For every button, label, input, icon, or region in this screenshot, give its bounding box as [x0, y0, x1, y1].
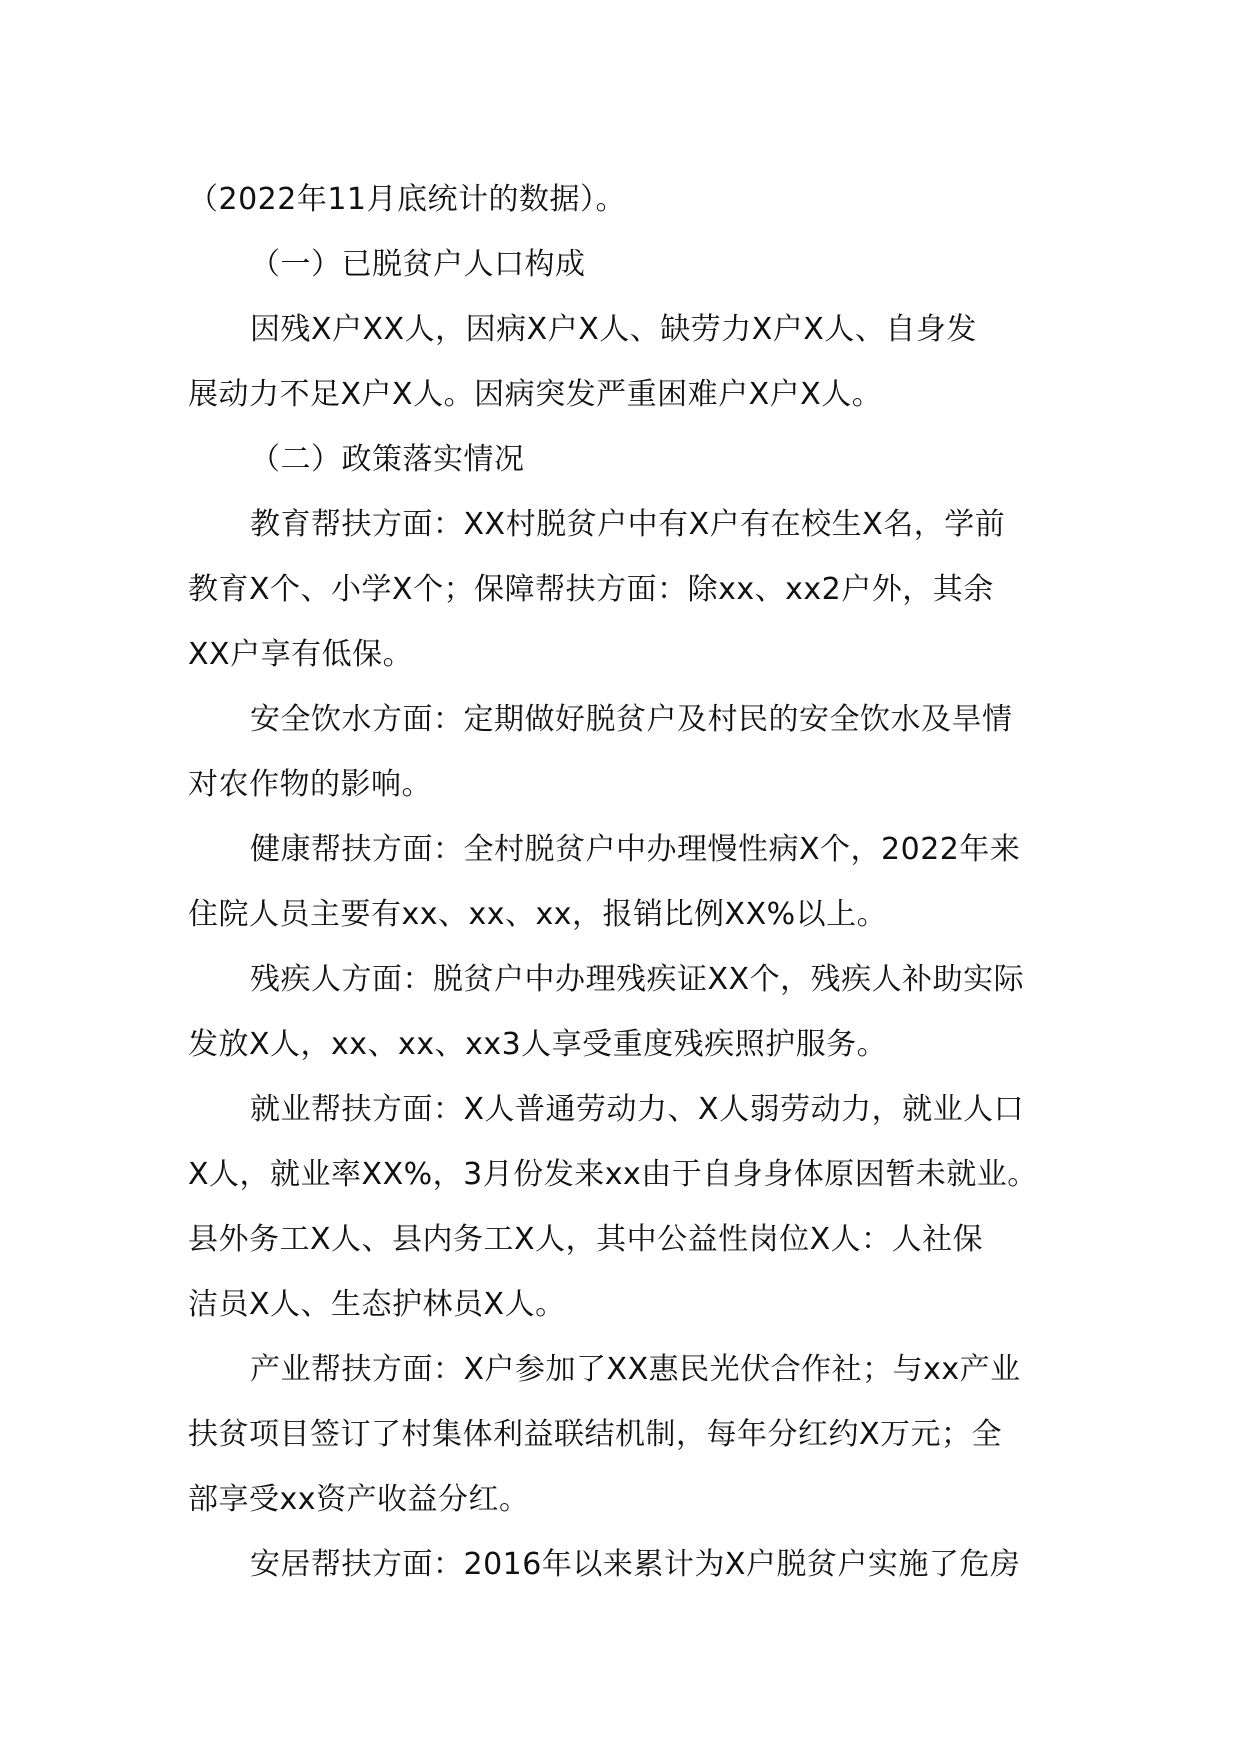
text-line: 扶贫项目签订了村集体利益联结机制，每年分红约X万元；全 — [188, 1417, 1003, 1452]
text-line: 部享受xx资产收益分红。 — [188, 1482, 530, 1517]
section-heading: （一）已脱贫户人口构成 — [250, 247, 586, 282]
text-line: 因残X户XX人，因病X户X人、缺劳力X户X人、自身发 — [250, 312, 977, 347]
text-line: 县外务工X人、县内务工X人，其中公益性岗位X人：人社保 — [188, 1222, 984, 1257]
text-line: 教育X个、小学X个；保障帮扶方面：除xx、xx2户外，其余 — [188, 572, 994, 607]
text-line: 安居帮扶方面：2016年以来累计为X户脱贫户实施了危房 — [250, 1547, 1021, 1582]
section-heading: （二）政策落实情况 — [250, 442, 525, 477]
text-line: 发放X人，xx、xx、xx3人享受重度残疾照护服务。 — [188, 1027, 888, 1062]
text-line: 产业帮扶方面：X户参加了XX惠民光伏合作社；与xx产业 — [250, 1352, 1021, 1387]
text-line: 残疾人方面：脱贫户中办理残疾证XX个，残疾人补助实际 — [250, 962, 1025, 997]
text-line: 对农作物的影响。 — [188, 767, 432, 802]
text-line: 展动力不足X户X人。因病突发严重困难户X户X人。 — [188, 377, 883, 412]
text-line: 就业帮扶方面：X人普通劳动力、X人弱劳动力，就业人口 — [250, 1092, 1025, 1127]
text-line: 洁员X人、生态护林员X人。 — [188, 1287, 566, 1322]
text-line: 住院人员主要有xx、xx、xx，报销比例XX%以上。 — [188, 897, 888, 932]
text-line: XX户享有低保。 — [188, 637, 414, 672]
document-body — [188, 167, 1058, 1597]
text-line: 教育帮扶方面：XX村脱贫户中有X户有在校生X名，学前 — [250, 507, 1006, 542]
text-line: 安全饮水方面：定期做好脱贫户及村民的安全饮水及旱情 — [250, 702, 1013, 737]
text-line: （2022年11月底统计的数据）。 — [188, 182, 627, 217]
text-line: X人，就业率XX%，3月份发来xx由于自身身体原因暂未就业。 — [188, 1157, 1038, 1192]
text-line: 健康帮扶方面：全村脱贫户中办理慢性病X个，2022年来 — [250, 832, 1021, 867]
